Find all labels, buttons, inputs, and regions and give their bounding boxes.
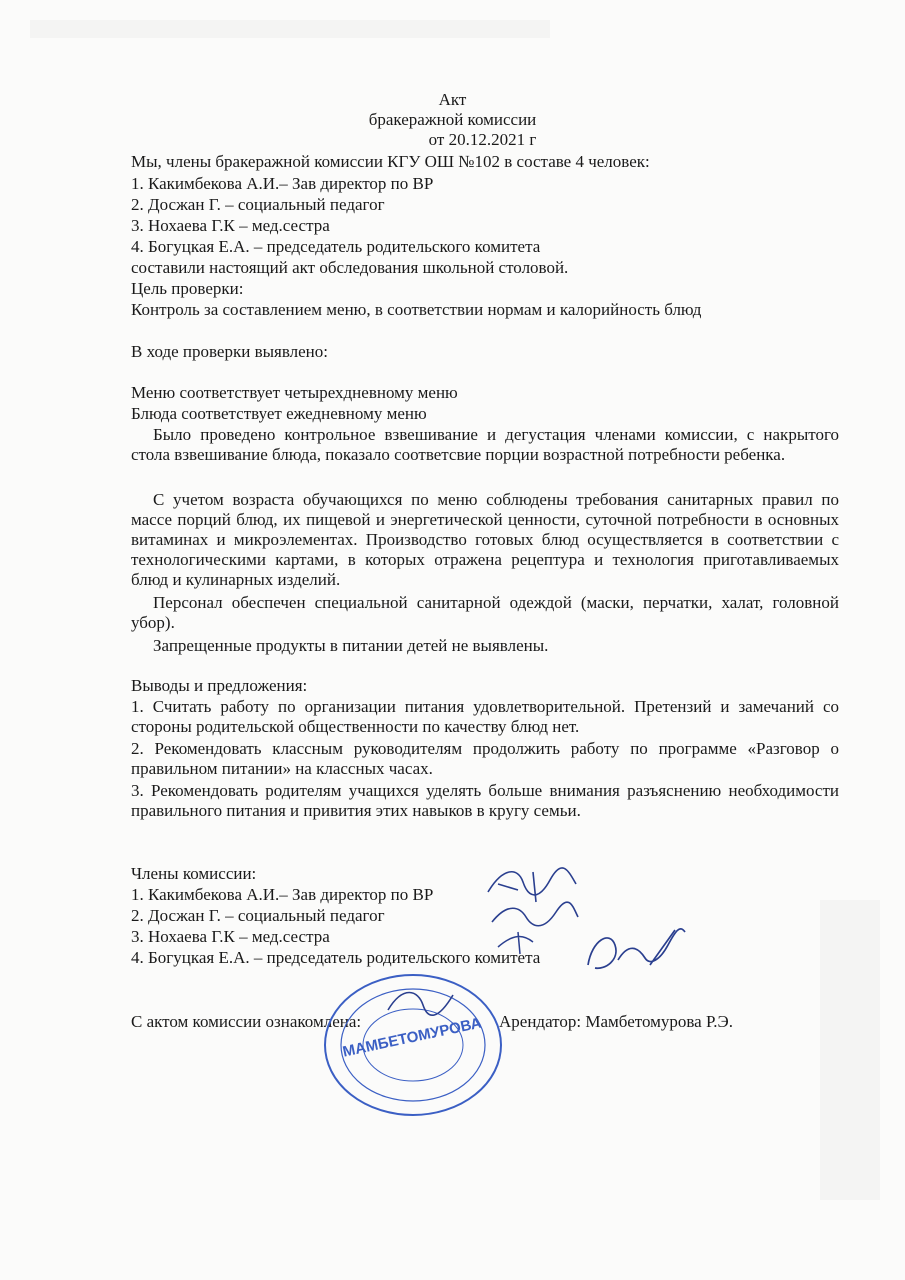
conclusion-3: 3. Рекомендовать родителям учащихся уделять больше внимания разъяснению необходимости правильного питания и привития этих навыков в кругу семьи. xyxy=(131,781,839,820)
doc-subtitle: бракеражной комиссии xyxy=(368,110,537,129)
intro-text: Мы, члены бракеражной комиссии КГУ ОШ №102 в составе 4 человек: xyxy=(131,152,650,171)
member-1: 1. Какимбекова А.И.– Зав директор по ВР xyxy=(131,174,434,193)
doc-date: от 20.12.2021 г xyxy=(428,130,537,149)
conclusion-1: 1. Считать работу по организации питания удовлетворительной. Претензий и замечаний со стороны родительской общественности по качеству блюд нет. xyxy=(131,697,839,736)
found-label: В ходе проверки выявлено: xyxy=(131,342,328,361)
paragraph-weighing: Было проведено контрольное взвешивание и дегустация членами комиссии, с накрытого стола взвешивание блюда, показало соответсвие порции возрастной потребности ребенка. xyxy=(131,425,839,464)
signer-3: 3. Нохаева Г.К – мед.сестра xyxy=(131,927,330,946)
composed-text: составили настоящий акт обследования школьной столовой. xyxy=(131,258,569,277)
tenant-name: Арендатор: Мамбетомурова Р.Э. xyxy=(499,1012,734,1031)
scan-artifact xyxy=(30,20,550,38)
conclusions-label: Выводы и предложения: xyxy=(131,676,308,695)
company-stamp xyxy=(318,970,508,1120)
member-3: 3. Нохаева Г.К – мед.сестра xyxy=(131,216,330,235)
goal-label: Цель проверки: xyxy=(131,279,244,298)
conclusion-2: 2. Рекомендовать классным руководителям продолжить работу по программе «Разговор о правильном питании» на классных часах. xyxy=(131,739,839,778)
stamp-text: МАМБЕТОМУРОВА xyxy=(341,1014,483,1061)
signature-bogutskaya xyxy=(580,920,690,980)
scan-artifact xyxy=(820,900,880,1200)
signer-4: 4. Богуцкая Е.А. – председатель родительского комитета xyxy=(131,948,541,967)
signer-2: 2. Досжан Г. – социальный педагог xyxy=(131,906,385,925)
paragraph-requirements: С учетом возраста обучающихся по меню соблюдены требования санитарных правил по массе порций блюд, их пищевой и энергетической ценности, суточной потребности в основных витаминах и микроэлементах. Производство готовых блюд осуществляется в соответствии с технологическими картами, в которых отражена рецептура и технология приготавливаемых блюд и кулинарных изделий. xyxy=(131,490,839,589)
paragraph-forbidden: Запрещенные продукты в питании детей не выявлены. xyxy=(153,636,549,655)
signature-kakimbekova xyxy=(478,862,588,957)
doc-title: Акт xyxy=(438,90,467,109)
finding-1: Меню соответствует четырехдневному меню xyxy=(131,383,458,402)
acknowledged-label: С актом комиссии ознакомлена: xyxy=(131,1012,362,1031)
member-4: 4. Богуцкая Е.А. – председатель родительского комитета xyxy=(131,237,541,256)
signer-1: 1. Какимбекова А.И.– Зав директор по ВР xyxy=(131,885,434,904)
finding-2: Блюда соответствует ежедневному меню xyxy=(131,404,427,423)
goal-text: Контроль за составлением меню, в соответствии нормам и калорийность блюд xyxy=(131,300,702,319)
member-2: 2. Досжан Г. – социальный педагог xyxy=(131,195,385,214)
paragraph-personnel: Персонал обеспечен специальной санитарной одеждой (маски, перчатки, халат, головной убор). xyxy=(131,593,839,632)
signers-label: Члены комиссии: xyxy=(131,864,257,883)
